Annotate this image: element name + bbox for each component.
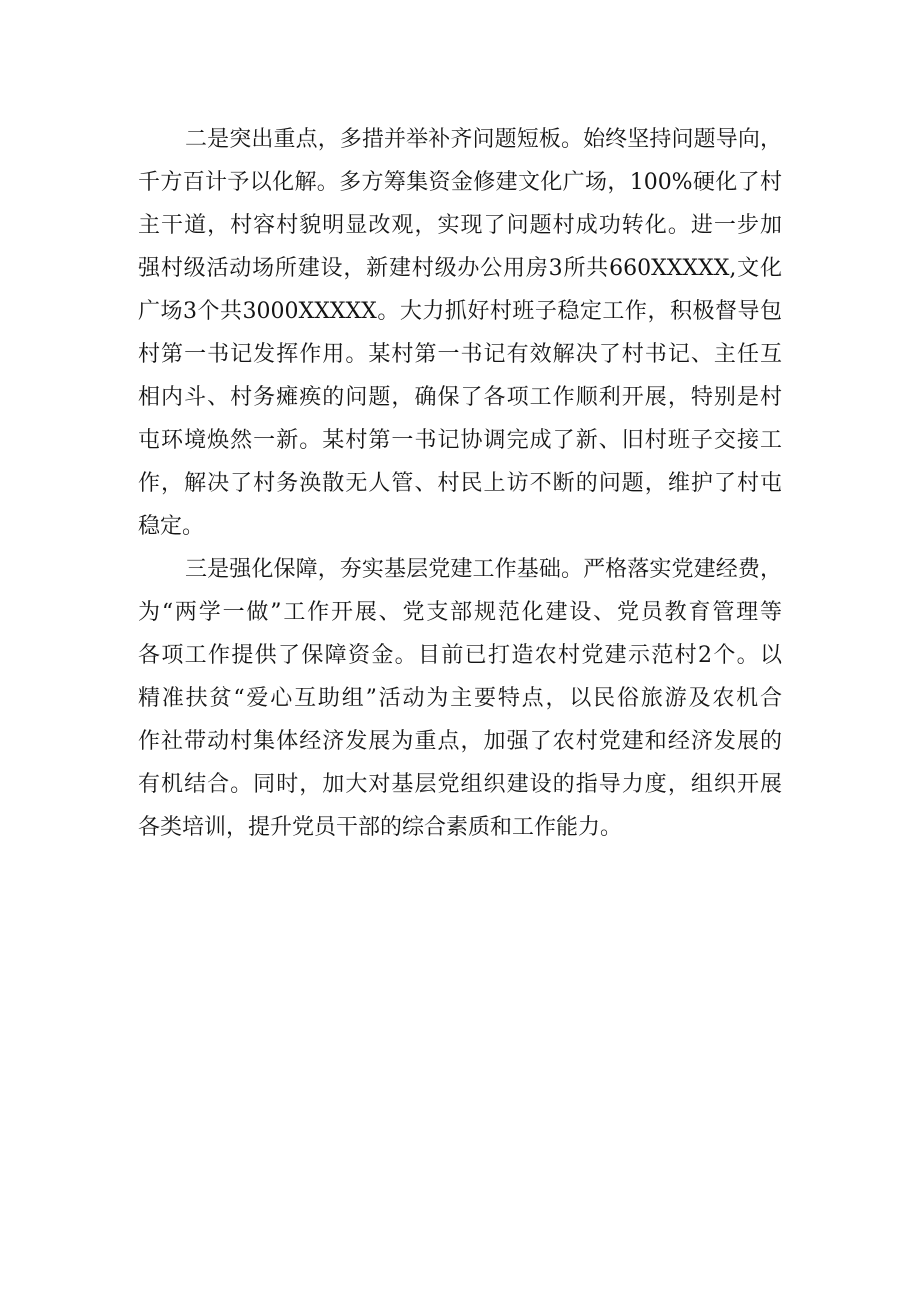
paragraph-line: 二是突出重点，多措并举补齐问题短板。始终坚持问题导向，	[185, 127, 782, 152]
paragraph-line: 作社带动村集体经济发展为重点，加强了农村党建和经济发展的	[138, 729, 782, 754]
paragraph-line: 各类培训，提升党员干部的综合素质和工作能力。	[138, 815, 623, 840]
paragraph-line: 强村级活动场所建设，新建村级办公用房3所共660XXXXX,文化	[138, 256, 782, 281]
paragraph-1	[138, 118, 782, 548]
paragraph-line: 三是强化保障，夯实基层党建工作基础。严格落实党建经费，	[185, 557, 782, 582]
document-body	[138, 118, 782, 849]
paragraph-line: 千方百计予以化解。多方筹集资金修建文化广场，100%硬化了村	[138, 170, 782, 195]
paragraph-line: 精准扶贫“爱心互助组”活动为主要特点，以民俗旅游及农机合	[138, 686, 782, 711]
paragraph-line: 为“两学一做”工作开展、党支部规范化建设、党员教育管理等	[138, 600, 782, 625]
paragraph-line: 稳定。	[138, 514, 205, 539]
paragraph-line: 屯环境焕然一新。某村第一书记协调完成了新、旧村班子交接工	[138, 428, 782, 453]
paragraph-line: 各项工作提供了保障资金。目前已打造农村党建示范村2个。以	[138, 643, 782, 668]
paragraph-2	[138, 548, 782, 849]
paragraph-line: 主干道，村容村貌明显改观，实现了问题村成功转化。进一步加	[138, 213, 782, 238]
paragraph-line: 相内斗、村务瘫痪的问题，确保了各项工作顺利开展，特别是村	[138, 385, 782, 410]
paragraph-line: 作，解决了村务涣散无人管、村民上访不断的问题，维护了村屯	[138, 471, 782, 496]
paragraph-line: 广场3个共3000XXXXX。大力抓好村班子稳定工作，积极督导包	[138, 299, 782, 324]
paragraph-line: 村第一书记发挥作用。某村第一书记有效解决了村书记、主任互	[138, 342, 782, 367]
paragraph-line: 有机结合。同时，加大对基层党组织建设的指导力度，组织开展	[138, 772, 782, 797]
